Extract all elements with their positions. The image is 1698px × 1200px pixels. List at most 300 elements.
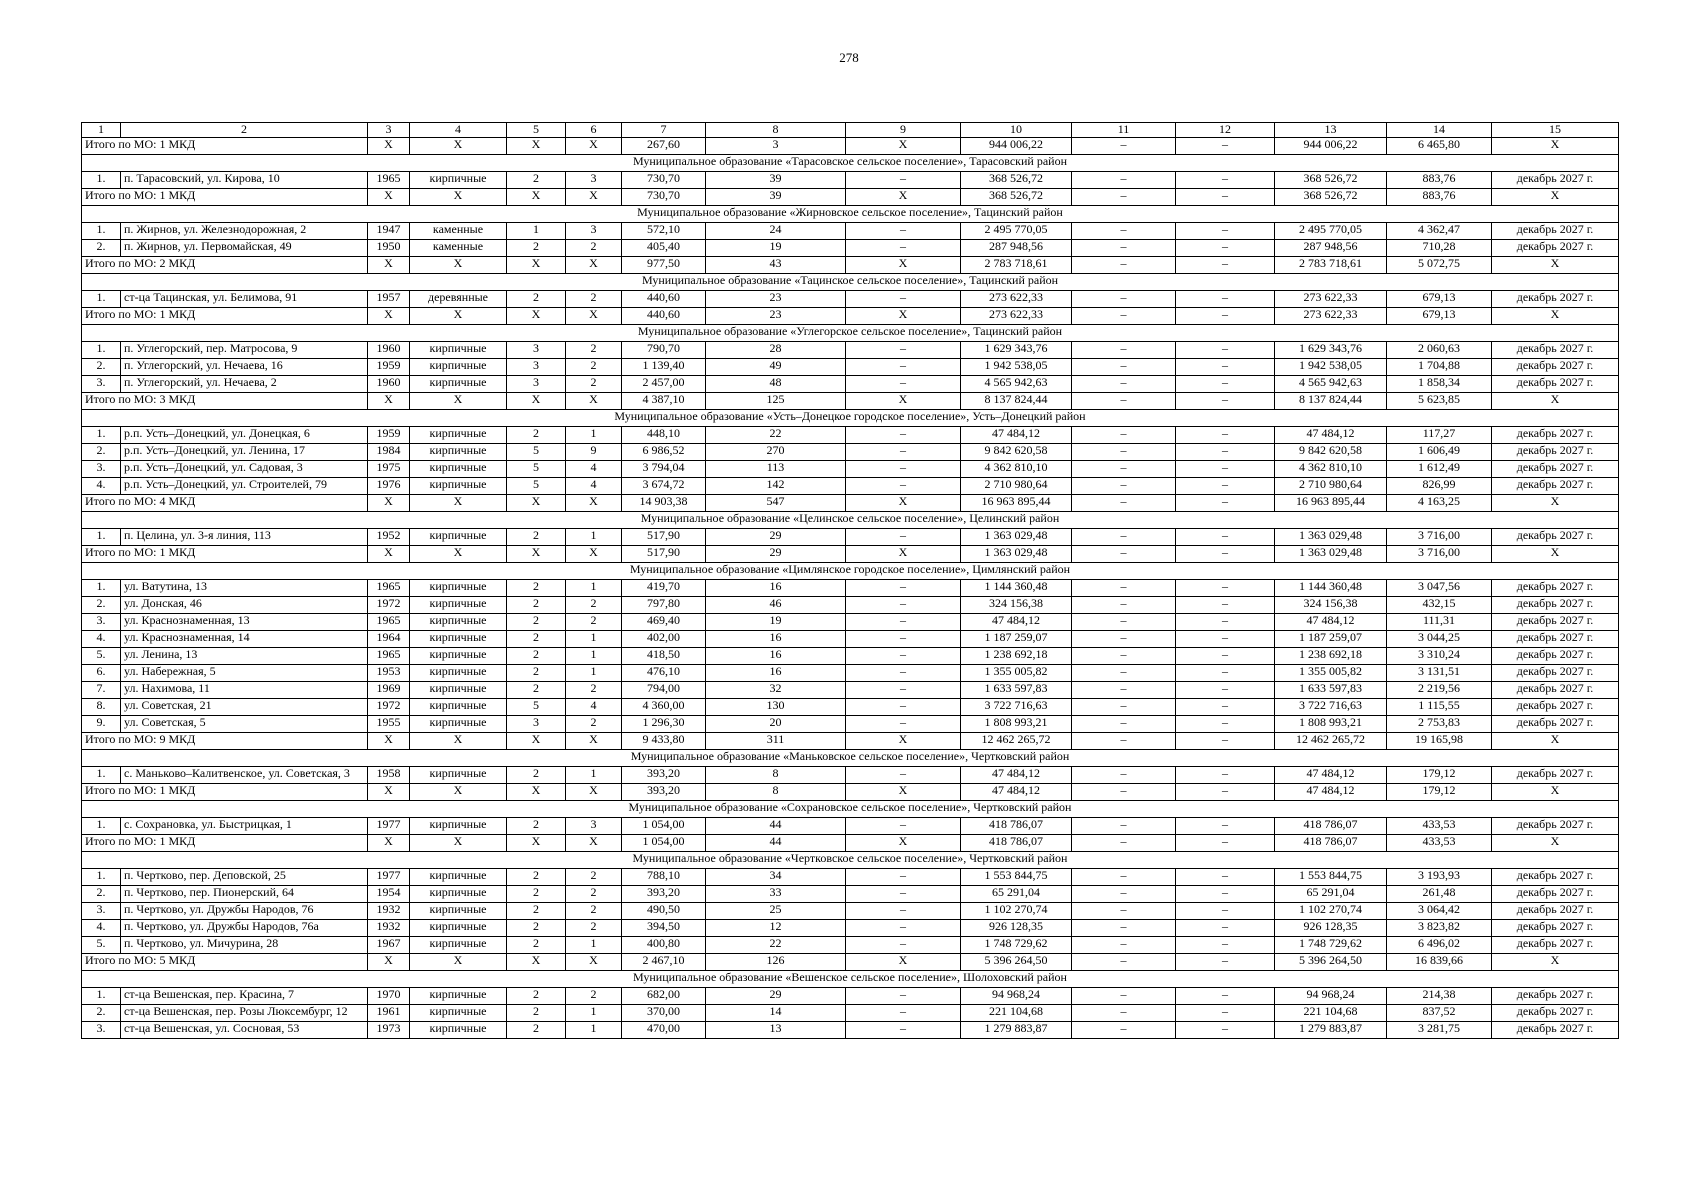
table-row (82, 920, 1619, 937)
table-cell: – (846, 291, 961, 308)
total-label: Итого по МО: 1 МКД (82, 784, 368, 801)
table-cell: декабрь 2027 г. (1492, 359, 1619, 376)
table-cell: – (1176, 699, 1275, 716)
table-cell: 287 948,56 (1275, 240, 1387, 257)
table-cell: кирпичные (410, 1005, 507, 1022)
table-cell: – (1176, 223, 1275, 240)
table-cell: – (1176, 767, 1275, 784)
table-cell: – (1176, 784, 1275, 801)
table-cell: 29 (706, 529, 846, 546)
table-cell: X (368, 189, 410, 206)
table-cell: X (1492, 733, 1619, 750)
table-cell: 1961 (368, 1005, 410, 1022)
table-cell: 1 (566, 631, 622, 648)
table-cell: – (846, 597, 961, 614)
table-cell: кирпичные (410, 937, 507, 954)
table-cell: 4 362,47 (1387, 223, 1492, 240)
table-cell: 368 526,72 (961, 172, 1072, 189)
table-cell: – (846, 767, 961, 784)
table-cell: 16 (706, 665, 846, 682)
table-cell: 1 363 029,48 (961, 546, 1072, 563)
table-cell: 2 (507, 580, 566, 597)
table-cell: 1 187 259,07 (1275, 631, 1387, 648)
table-cell: 1 704,88 (1387, 359, 1492, 376)
table-cell: – (1072, 920, 1176, 937)
table-row (82, 427, 1619, 444)
table-cell: X (1492, 138, 1619, 155)
table-row (82, 461, 1619, 478)
table-cell: 418 786,07 (961, 818, 1072, 835)
table-cell: – (1072, 240, 1176, 257)
section-row (82, 563, 1619, 580)
table-cell: – (1176, 835, 1275, 852)
row-number-cell: 8. (82, 699, 121, 716)
table-cell: 3 674,72 (622, 478, 706, 495)
row-number-cell: 4. (82, 478, 121, 495)
table-cell: X (368, 138, 410, 155)
table-cell: 2 (507, 1005, 566, 1022)
table-cell: – (1176, 138, 1275, 155)
table-cell: – (1176, 189, 1275, 206)
table-cell: – (1176, 1022, 1275, 1039)
table-cell: 3 794,04 (622, 461, 706, 478)
table-cell: – (1176, 240, 1275, 257)
table-cell: кирпичные (410, 699, 507, 716)
table-cell: 214,38 (1387, 988, 1492, 1005)
table-cell: X (566, 784, 622, 801)
table-cell: 1 102 270,74 (1275, 903, 1387, 920)
table-cell: X (846, 954, 961, 971)
table-cell: – (846, 461, 961, 478)
table-cell: 324 156,38 (1275, 597, 1387, 614)
row-number-cell: 2. (82, 359, 121, 376)
row-number-cell: 2. (82, 444, 121, 461)
table-row (82, 1022, 1619, 1039)
table-cell: – (846, 818, 961, 835)
table-cell: 117,27 (1387, 427, 1492, 444)
table-row (82, 648, 1619, 665)
table-cell: 1957 (368, 291, 410, 308)
table-cell: X (566, 954, 622, 971)
column-number-cell: 5 (507, 123, 566, 138)
table-cell: 1 (507, 223, 566, 240)
table-cell: 1 102 270,74 (961, 903, 1072, 920)
table-cell: – (1072, 988, 1176, 1005)
section-title: Муниципальное образование «Целинское сельское поселение», Целинский район (82, 512, 1619, 529)
table-cell: 24 (706, 223, 846, 240)
table-cell: 2 (507, 240, 566, 257)
row-number-cell: 9. (82, 716, 121, 733)
table-cell: 1972 (368, 597, 410, 614)
table-cell: X (507, 954, 566, 971)
table-cell: 270 (706, 444, 846, 461)
table-cell: 1 279 883,87 (1275, 1022, 1387, 1039)
table-cell: 3 047,56 (1387, 580, 1492, 597)
table-cell: 1 (566, 1022, 622, 1039)
table-cell: 113 (706, 461, 846, 478)
table-cell: – (1176, 733, 1275, 750)
table-cell: 2 (507, 614, 566, 631)
table-row (82, 240, 1619, 257)
table-cell: – (1176, 427, 1275, 444)
table-cell: 2 (566, 869, 622, 886)
table-cell: – (1176, 546, 1275, 563)
row-number-cell: 2. (82, 1005, 121, 1022)
address-cell: п. Чертково, ул. Дружбы Народов, 76а (121, 920, 368, 937)
table-cell: 405,40 (622, 240, 706, 257)
row-number-cell: 1. (82, 342, 121, 359)
row-number-cell: 3. (82, 376, 121, 393)
table-cell: X (410, 784, 507, 801)
table-cell: – (1072, 359, 1176, 376)
row-number-cell: 1. (82, 172, 121, 189)
table-cell: – (1072, 716, 1176, 733)
table-cell: 1 808 993,21 (1275, 716, 1387, 733)
table-cell: 130 (706, 699, 846, 716)
table-cell: 1 355 005,82 (1275, 665, 1387, 682)
table-cell: 517,90 (622, 546, 706, 563)
table-cell: 1 606,49 (1387, 444, 1492, 461)
table-cell: кирпичные (410, 903, 507, 920)
table-cell: декабрь 2027 г. (1492, 920, 1619, 937)
table-cell: 44 (706, 835, 846, 852)
table-cell: – (1072, 223, 1176, 240)
table-cell: X (566, 189, 622, 206)
table-cell: 440,60 (622, 308, 706, 325)
table-cell: 883,76 (1387, 189, 1492, 206)
table-cell: 16 (706, 648, 846, 665)
table-cell: 47 484,12 (1275, 614, 1387, 631)
table-cell: – (1176, 614, 1275, 631)
table-cell: 572,10 (622, 223, 706, 240)
table-body (82, 123, 1619, 1039)
table-cell: 3 131,51 (1387, 665, 1492, 682)
total-label: Итого по МО: 9 МКД (82, 733, 368, 750)
address-cell: р.п. Усть–Донецкий, ул. Строителей, 79 (121, 478, 368, 495)
row-number-cell: 1. (82, 869, 121, 886)
table-cell: X (507, 308, 566, 325)
table-cell: – (846, 580, 961, 597)
table-cell: X (368, 546, 410, 563)
table-cell: – (1176, 903, 1275, 920)
table-row (82, 699, 1619, 716)
table-cell: 1 (566, 1005, 622, 1022)
table-cell: 370,00 (622, 1005, 706, 1022)
address-cell: ул. Донская, 46 (121, 597, 368, 614)
table-cell: – (1072, 308, 1176, 325)
address-cell: ул. Набережная, 5 (121, 665, 368, 682)
column-number-cell: 14 (1387, 123, 1492, 138)
table-cell: 29 (706, 988, 846, 1005)
table-cell: X (566, 393, 622, 410)
table-cell: 3 (566, 223, 622, 240)
section-row (82, 801, 1619, 818)
table-cell: декабрь 2027 г. (1492, 818, 1619, 835)
table-cell: 730,70 (622, 189, 706, 206)
table-cell: X (1492, 495, 1619, 512)
table-cell: 3 722 716,63 (961, 699, 1072, 716)
table-cell: 47 484,12 (1275, 784, 1387, 801)
table-cell: кирпичные (410, 597, 507, 614)
table-cell: 4 565 942,63 (1275, 376, 1387, 393)
table-cell: 1 748 729,62 (961, 937, 1072, 954)
table-cell: – (1176, 342, 1275, 359)
table-cell: 2 467,10 (622, 954, 706, 971)
table-row (82, 376, 1619, 393)
address-cell: п. Углегорский, ул. Нечаева, 16 (121, 359, 368, 376)
table-cell: 125 (706, 393, 846, 410)
table-cell: X (410, 138, 507, 155)
table-cell: – (1176, 988, 1275, 1005)
table-cell: 12 (706, 920, 846, 937)
table-cell: 29 (706, 546, 846, 563)
table-cell: 5 396 264,50 (961, 954, 1072, 971)
table-cell: 49 (706, 359, 846, 376)
table-cell: 1 633 597,83 (1275, 682, 1387, 699)
table-cell: 1959 (368, 427, 410, 444)
table-row (82, 529, 1619, 546)
table-cell: 682,00 (622, 988, 706, 1005)
table-cell: – (846, 427, 961, 444)
table-cell: 1977 (368, 818, 410, 835)
table-cell: 3 193,93 (1387, 869, 1492, 886)
table-cell: – (1176, 393, 1275, 410)
table-cell: 16 (706, 631, 846, 648)
table-cell: X (566, 733, 622, 750)
table-cell: 142 (706, 478, 846, 495)
table-cell: – (1176, 937, 1275, 954)
table-cell: 1965 (368, 580, 410, 597)
table-cell: 39 (706, 172, 846, 189)
table-cell: X (507, 835, 566, 852)
table-cell: кирпичные (410, 342, 507, 359)
table-cell: 1 612,49 (1387, 461, 1492, 478)
table-cell: 20 (706, 716, 846, 733)
column-number-cell: 10 (961, 123, 1072, 138)
table-cell: 1 363 029,48 (961, 529, 1072, 546)
table-cell: 2 (566, 376, 622, 393)
table-cell: X (1492, 393, 1619, 410)
table-cell: X (846, 189, 961, 206)
table-cell: 47 484,12 (961, 427, 1072, 444)
table-cell: – (846, 614, 961, 631)
table-cell: – (846, 699, 961, 716)
table-cell: 4 362 810,10 (1275, 461, 1387, 478)
table-cell: 476,10 (622, 665, 706, 682)
table-cell: 2 (566, 903, 622, 920)
table-cell: X (368, 257, 410, 274)
table-cell: 179,12 (1387, 767, 1492, 784)
table-cell: 470,00 (622, 1022, 706, 1039)
column-number-cell: 9 (846, 123, 961, 138)
table-cell: – (1176, 682, 1275, 699)
table-cell: каменные (410, 223, 507, 240)
table-cell: – (1176, 291, 1275, 308)
table-cell: – (1176, 308, 1275, 325)
table-cell: 2 495 770,05 (961, 223, 1072, 240)
section-row (82, 155, 1619, 172)
table-cell: декабрь 2027 г. (1492, 291, 1619, 308)
table-row (82, 172, 1619, 189)
table-cell: – (1176, 597, 1275, 614)
table-cell: X (368, 784, 410, 801)
table-cell: 2 783 718,61 (1275, 257, 1387, 274)
table-row (82, 223, 1619, 240)
table-cell: 2 (507, 767, 566, 784)
table-cell: 1932 (368, 903, 410, 920)
table-cell: кирпичные (410, 818, 507, 835)
table-cell: – (1072, 937, 1176, 954)
table-cell: X (507, 393, 566, 410)
table-cell: X (368, 495, 410, 512)
table-cell: кирпичные (410, 665, 507, 682)
table-cell: – (1072, 767, 1176, 784)
table-cell: 394,50 (622, 920, 706, 937)
table-cell: X (410, 733, 507, 750)
table-cell: – (1072, 1022, 1176, 1039)
table-cell: – (846, 172, 961, 189)
table-cell: 790,70 (622, 342, 706, 359)
table-cell: 368 526,72 (1275, 189, 1387, 206)
table-cell: X (410, 495, 507, 512)
table-cell: декабрь 2027 г. (1492, 648, 1619, 665)
table-cell: 32 (706, 682, 846, 699)
table-row (82, 937, 1619, 954)
table-cell: 1 279 883,87 (961, 1022, 1072, 1039)
section-title: Муниципальное образование «Вешенское сельское поселение», Шолоховский район (82, 971, 1619, 988)
table-cell: 2 (507, 869, 566, 886)
total-label: Итого по МО: 1 МКД (82, 189, 368, 206)
table-cell: декабрь 2027 г. (1492, 614, 1619, 631)
table-row (82, 682, 1619, 699)
table-cell: 1 553 844,75 (1275, 869, 1387, 886)
table-cell: 794,00 (622, 682, 706, 699)
table-cell: 1 (566, 580, 622, 597)
table-cell: декабрь 2027 г. (1492, 631, 1619, 648)
table-cell: 679,13 (1387, 308, 1492, 325)
table-cell: 94 968,24 (961, 988, 1072, 1005)
table-cell: X (410, 546, 507, 563)
table-cell: – (846, 359, 961, 376)
table-cell: – (1176, 359, 1275, 376)
table-cell: – (1072, 291, 1176, 308)
table-cell: 3 310,24 (1387, 648, 1492, 665)
table-cell: кирпичные (410, 631, 507, 648)
table-cell: 2 (507, 1022, 566, 1039)
total-row (82, 308, 1619, 325)
table-cell: декабрь 2027 г. (1492, 240, 1619, 257)
table-cell: декабрь 2027 г. (1492, 886, 1619, 903)
table-cell: 402,00 (622, 631, 706, 648)
table-cell: 1 187 259,07 (961, 631, 1072, 648)
column-number-cell: 8 (706, 123, 846, 138)
table-cell: 4 565 942,63 (961, 376, 1072, 393)
table-cell: 48 (706, 376, 846, 393)
table-cell: – (846, 444, 961, 461)
table-cell: 65 291,04 (961, 886, 1072, 903)
address-cell: р.п. Усть–Донецкий, ул. Донецкая, 6 (121, 427, 368, 444)
table-cell: 261,48 (1387, 886, 1492, 903)
table-row (82, 597, 1619, 614)
table-cell: 1954 (368, 886, 410, 903)
table-cell: 2 (507, 818, 566, 835)
table-cell: 1969 (368, 682, 410, 699)
row-number-cell: 1. (82, 223, 121, 240)
table-cell: X (410, 835, 507, 852)
table-cell: – (1072, 342, 1176, 359)
table-cell: – (846, 631, 961, 648)
table-cell: – (846, 376, 961, 393)
table-cell: X (1492, 784, 1619, 801)
table-cell: 9 842 620,58 (961, 444, 1072, 461)
table-cell: 5 (507, 461, 566, 478)
table-row (82, 291, 1619, 308)
table-cell: 1955 (368, 716, 410, 733)
table-cell: 1 144 360,48 (961, 580, 1072, 597)
total-label: Итого по МО: 2 МКД (82, 257, 368, 274)
table-cell: – (1072, 631, 1176, 648)
address-cell: п. Углегорский, пер. Матросова, 9 (121, 342, 368, 359)
table-cell: X (1492, 257, 1619, 274)
table-cell: 287 948,56 (961, 240, 1072, 257)
table-cell: 926 128,35 (1275, 920, 1387, 937)
table-cell: 2 (507, 529, 566, 546)
table-cell: – (1072, 189, 1176, 206)
row-number-cell: 5. (82, 648, 121, 665)
table-cell: кирпичные (410, 172, 507, 189)
table-row (82, 359, 1619, 376)
table-cell: – (1072, 818, 1176, 835)
row-number-cell: 1. (82, 767, 121, 784)
table-cell: – (1176, 478, 1275, 495)
row-number-cell: 7. (82, 682, 121, 699)
table-cell: кирпичные (410, 427, 507, 444)
table-cell: 3 064,42 (1387, 903, 1492, 920)
table-cell: декабрь 2027 г. (1492, 988, 1619, 1005)
table-cell: – (1176, 869, 1275, 886)
table-cell: 25 (706, 903, 846, 920)
table-cell: X (846, 495, 961, 512)
total-label: Итого по МО: 5 МКД (82, 954, 368, 971)
table-cell: 12 462 265,72 (961, 733, 1072, 750)
section-title: Муниципальное образование «Жирновское сельское поселение», Тацинский район (82, 206, 1619, 223)
table-cell: X (566, 138, 622, 155)
table-cell: – (1072, 614, 1176, 631)
table-cell: 3 (507, 376, 566, 393)
table-cell: 16 963 895,44 (961, 495, 1072, 512)
table-cell: – (1072, 665, 1176, 682)
table-cell: 46 (706, 597, 846, 614)
table-cell: X (507, 189, 566, 206)
row-number-cell: 2. (82, 886, 121, 903)
address-cell: с. Сохрановка, ул. Быстрицкая, 1 (121, 818, 368, 835)
table-cell: 19 (706, 614, 846, 631)
table-cell: кирпичные (410, 682, 507, 699)
address-cell: ст-ца Вешенская, ул. Сосновая, 53 (121, 1022, 368, 1039)
table-cell: 3 (507, 342, 566, 359)
table-cell: – (1072, 376, 1176, 393)
row-number-cell: 3. (82, 461, 121, 478)
table-cell: 6 986,52 (622, 444, 706, 461)
table-cell: – (1072, 529, 1176, 546)
table-cell: 47 484,12 (1275, 767, 1387, 784)
table-cell: X (410, 393, 507, 410)
table-cell: 710,28 (1387, 240, 1492, 257)
column-number-cell: 1 (82, 123, 121, 138)
table-cell: 8 137 824,44 (961, 393, 1072, 410)
table-cell: X (846, 546, 961, 563)
total-label: Итого по МО: 1 МКД (82, 138, 368, 155)
